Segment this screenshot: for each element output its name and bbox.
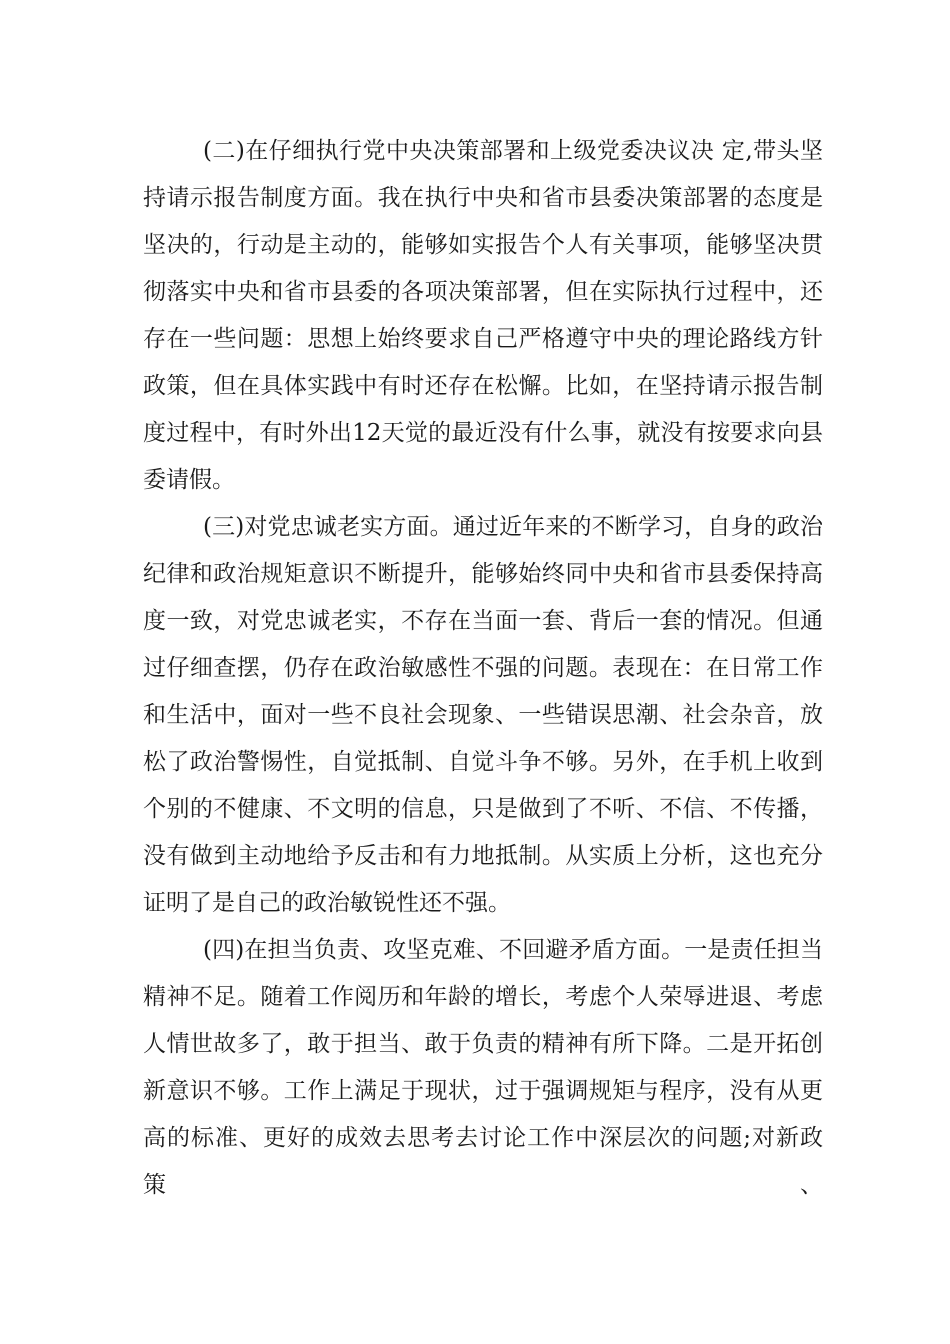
text-line: 没有做到主动地给予反击和有力地抵制。从实质上分析，这也充分 [143, 843, 823, 869]
text-line: 松了政治警惕性，自觉抵制、自觉斗争不够。另外，在手机上收到 [143, 749, 823, 775]
text-line: 新意识不够。工作上满足于现状，过于强调规矩与程序，没有从更 [143, 1078, 823, 1104]
text-line: (四)在担当负责、攻坚克难、不回避矛盾方面。一是责任担当 [203, 937, 823, 963]
text-line: (二)在仔细执行党中央决策部署和上级党委决议决 定,带头坚 [203, 138, 823, 164]
text-line: 人情世故多了，敢于担当、敢于负责的精神有所下降。二是开拓创 [143, 1031, 823, 1057]
text-line: 过仔细查摆，仍存在政治敏感性不强的问题。表现在：在日常工作 [143, 655, 823, 681]
document-body [143, 128, 823, 1198]
text-line: 纪律和政治规矩意识不断提升，能够始终同中央和省市县委保持高 [143, 561, 823, 587]
text-line: 度一致，对党忠诚老实，不存在当面一套、背后一套的情况。但通 [143, 608, 823, 634]
text-line: 存在一些问题：思想上始终要求自己严格遵守中央的理论路线方针 [143, 326, 823, 352]
text-line: 精神不足。随着工作阅历和年龄的增长，考虑个人荣辱进退、考虑 [143, 984, 823, 1010]
text-line: 度过程中，有时外出12天觉的最近没有什么事，就没有按要求向县 [143, 420, 823, 446]
text-line: 个别的不健康、不文明的信息，只是做到了不听、不信、不传播， [143, 796, 823, 822]
text-line: (三)对党忠诚老实方面。通过近年来的不断学习，自身的政治 [203, 514, 823, 540]
text-line: 政策，但在具体实践中有时还存在松懈。比如，在坚持请示报告制 [143, 373, 823, 399]
text-line: 彻落实中央和省市县委的各项决策部署，但在实际执行过程中，还 [143, 279, 823, 305]
text-line: 和生活中，面对一些不良社会现象、一些错误思潮、社会杂音，放 [143, 702, 823, 728]
text-line: 高的标准、更好的成效去思考去讨论工作中深层次的问题;对新政策、 [143, 1125, 823, 1198]
text-line: 委请假。 [143, 467, 235, 493]
text-line: 证明了是自己的政治敏锐性还不强。 [143, 890, 511, 916]
text-line: 持请示报告制度方面。我在执行中央和省市县委决策部署的态度是 [143, 185, 823, 211]
text-line: 坚决的，行动是主动的，能够如实报告个人有关事项，能够坚决贯 [143, 232, 823, 258]
